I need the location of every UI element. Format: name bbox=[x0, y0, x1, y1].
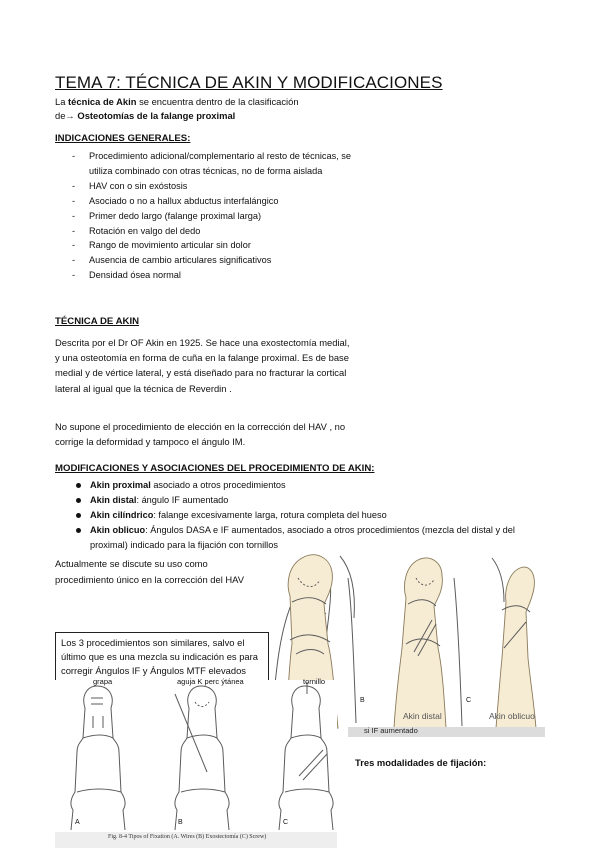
list-item: - Rango de movimiento articular sin dolor bbox=[72, 238, 372, 253]
fixation-caption: Fig. 8-4 Tipos of Fixation (A. Wires (B) Exostectomía (C) Screw) bbox=[108, 834, 267, 840]
figure-label-b: B bbox=[360, 697, 365, 704]
tecnica-paragraph-1: Descrita por el Dr OF Akin en 1925. Se hace una exostectomía medial, y una osteotomía en forma de cuña en la falange proximal. Es de base medial y de vértice lateral, y está diseñado para no fracturar la cortical lateral al igual que la técnica de Reverdin . bbox=[55, 337, 350, 394]
modificaciones-note: Actualmente se discute su uso como procedimiento único en la corrección del HAV bbox=[55, 558, 244, 585]
fixation-label-a: A bbox=[75, 819, 80, 826]
intro-bold: técnica de Akin bbox=[68, 96, 137, 107]
list-item: - HAV con o sin exóstosis bbox=[72, 179, 372, 194]
figure-caption-b: Akin distal bbox=[403, 711, 442, 721]
intro bbox=[55, 95, 385, 123]
list-item: Akin proximal asociado a otros procedimientos bbox=[74, 478, 544, 493]
intro-text: de→ bbox=[55, 110, 78, 121]
list-item: - Primer dedo largo (falange proximal larga) bbox=[72, 209, 372, 224]
fixation-figure bbox=[55, 680, 337, 848]
section-heading-modificaciones: MODIFICACIONES Y ASOCIACIONES DEL PROCEDIMIENTO DE AKIN: bbox=[55, 463, 375, 474]
list-item: Akin oblicuo: Ángulos DASA e IF aumentados, asociado a otros procedimientos (mezcla del distal y del proximal) indicado para la fijación con tornillos bbox=[74, 523, 544, 553]
list-item: - Asociado o no a hallux abductus interfalángico bbox=[72, 194, 372, 209]
list-item: Akin distal: ángulo IF aumentado bbox=[74, 493, 544, 508]
modificaciones-list bbox=[74, 478, 544, 553]
list-item: - Rotación en valgo del dedo bbox=[72, 224, 372, 239]
fixation-label-c: C bbox=[283, 819, 289, 826]
list-item: - Procedimiento adicional/complementario al resto de técnicas, se utiliza combinado con otras técnicas, no de forma aislada bbox=[72, 149, 372, 179]
intro-bold: Osteotomías de la falange proximal bbox=[77, 110, 236, 121]
section-heading-indicaciones: INDICACIONES GENERALES: bbox=[55, 133, 191, 144]
section-heading-tecnica: TÉCNICA DE AKIN bbox=[55, 316, 140, 327]
figure-caption-c: Akin oblicuo bbox=[489, 711, 535, 721]
fixation-heading: Tres modalidades de fijación: bbox=[355, 757, 487, 768]
list-item: - Densidad ósea normal bbox=[72, 268, 372, 283]
label-tornillo: tornillo bbox=[303, 677, 326, 686]
label-aguja: aguja K perc ýtánea bbox=[177, 677, 244, 686]
strip-text: si IF aumentado bbox=[364, 726, 418, 735]
figure-label-c: C bbox=[466, 697, 472, 704]
label-grapa: grapa bbox=[93, 677, 113, 686]
indicaciones-list bbox=[72, 149, 372, 283]
callout-text: Los 3 procedimientos son similares, salvo el último que es una mezcla su indicación es para corregir Ángulos IF y Ángulos MTF elevados bbox=[61, 637, 258, 676]
intro-text: La bbox=[55, 96, 69, 107]
list-item: - Ausencia de cambio articulares significativos bbox=[72, 253, 372, 268]
intro-text: se encuentra dentro de la clasificación bbox=[136, 96, 299, 107]
fixation-label-b: B bbox=[178, 819, 183, 826]
tecnica-paragraph-2: No supone el procedimiento de elección en la corrección del HAV , no corrige la deformidad y tampoco el ángulo IM. bbox=[55, 421, 346, 448]
page-title: TEMA 7: TÉCNICA DE AKIN Y MODIFICACIONES bbox=[55, 73, 443, 92]
list-item: Akin cilíndrico: falange excesivamente larga, rotura completa del hueso bbox=[74, 508, 544, 523]
